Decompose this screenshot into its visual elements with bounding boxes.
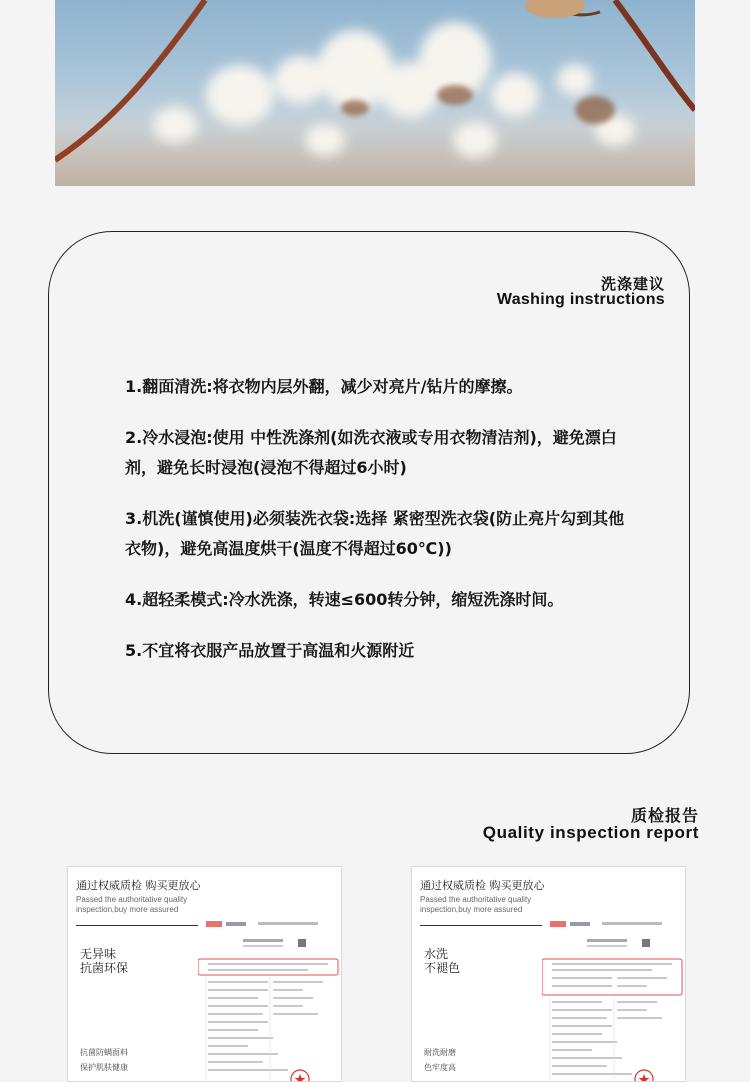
washing-steps-list xyxy=(125,372,635,687)
quality-title-en: Quality inspection report xyxy=(482,823,699,842)
card-notes xyxy=(424,1045,456,1075)
washing-instructions-panel xyxy=(48,231,690,754)
quality-report-card xyxy=(411,866,686,1082)
washing-title-en: Washing instructions xyxy=(496,291,665,308)
note-line: 保护肌肤健康 xyxy=(80,1063,128,1072)
note-line: 抗菌防螨面料 xyxy=(80,1048,128,1057)
cotton-hero-image xyxy=(55,0,695,186)
report-document-image xyxy=(542,919,685,1082)
inspection-report-document xyxy=(198,919,341,1082)
cotton-field-illustration xyxy=(55,0,695,186)
card-title: 通过权威质检 购买更放心 xyxy=(420,879,545,892)
feature-line: 不褪色 xyxy=(424,961,461,975)
inspection-report-document xyxy=(542,919,685,1082)
card-subtitle: Passed the authoritative quality inspection,buy more assured xyxy=(420,895,532,914)
feature-line: 水洗 xyxy=(424,947,449,961)
card-feature xyxy=(80,947,128,975)
washing-step: 3.机洗(谨慎使用)必须装洗衣袋:选择 紧密型洗衣袋(防止亮片勾到其他衣物)，避免高温度烘干(温度不得超过60℃)) xyxy=(125,509,625,558)
washing-step: 4.超轻柔模式:冷水洗涤，转速≤600转分钟，缩短洗涤时间。 xyxy=(125,590,564,609)
card-title: 通过权威质检 购买更放心 xyxy=(76,879,201,892)
feature-line: 抗菌环保 xyxy=(80,961,129,975)
note-line: 耐洗耐磨 xyxy=(424,1048,456,1057)
feature-line: 无异味 xyxy=(80,947,117,961)
note-line: 色牢度高 xyxy=(424,1063,456,1072)
report-document-image xyxy=(198,919,341,1082)
washing-step: 2.冷水浸泡:使用 中性洗涤剂(如洗衣液或专用衣物清洁剂)，避免漂白剂，避免长时浸泡(浸泡不得超过6小时) xyxy=(125,428,617,477)
washing-step: 1.翻面清洗:将衣物内层外翻，减少对亮片/钻片的摩擦。 xyxy=(125,377,523,396)
quality-report-card xyxy=(67,866,342,1082)
card-notes xyxy=(80,1045,128,1075)
washing-step: 5.不宜将衣服产品放置于高温和火源附近 xyxy=(125,641,415,660)
washing-title-cn: 洗涤建议 xyxy=(600,275,665,293)
quality-title-cn: 质检报告 xyxy=(630,806,699,825)
card-subtitle: Passed the authoritative quality inspection,buy more assured xyxy=(76,895,188,914)
card-feature xyxy=(424,947,460,975)
